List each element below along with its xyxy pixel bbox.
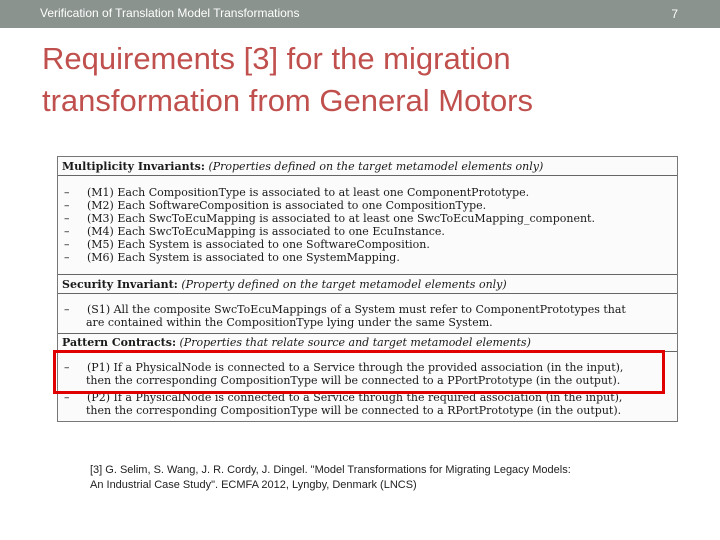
security-title: Security Invariant:: [62, 278, 178, 291]
pattern-p2-line-2: then the corresponding CompositionType will be connected to a RPortPrototype (in the output).: [86, 404, 622, 417]
security-item-line-1: [64, 303, 626, 316]
multiplicity-item: [64, 212, 595, 225]
item-id: (M1): [87, 186, 114, 199]
multiplicity-item: [64, 251, 400, 264]
pattern-p1-text-1: (P1) If a PhysicalNode is connected to a Service through the provided association (in the input),: [87, 361, 624, 374]
security-subtitle: (Property defined on the target metamodel elements only): [181, 278, 507, 291]
slide-title-line-2: transformation from General Motors: [42, 83, 534, 118]
security-divider-top: [58, 274, 677, 275]
item-id: (M6): [87, 251, 114, 264]
multiplicity-title: Multiplicity Invariants:: [62, 160, 205, 173]
citation-line-1: [3] G. Selim, S. Wang, J. R. Cordy, J. Dingel. "Model Transformations for Migrating Legacy Models:: [90, 464, 571, 476]
item-id: (M2): [87, 199, 114, 212]
item-id: (M5): [87, 238, 114, 251]
pattern-divider-top: [58, 333, 677, 334]
slide-header-bar: [0, 0, 720, 28]
bullet: –: [64, 199, 70, 212]
citation-line-2: An Industrial Case Study". ECMFA 2012, Lyngby, Denmark (LNCS): [90, 479, 417, 491]
bullet: –: [64, 212, 70, 225]
bullet: –: [64, 251, 70, 264]
bullet: –: [64, 303, 70, 316]
item-text: Each SwcToEcuMapping is associated to at least one SwcToEcuMapping_component.: [117, 212, 595, 225]
pattern-p2-text-1: (P2) If a PhysicalNode is connected to a Service through the required association (in the input),: [87, 391, 623, 404]
bullet: –: [64, 391, 70, 404]
item-text: Each CompositionType is associated to at least one ComponentPrototype.: [117, 186, 530, 199]
item-text: Each SwcToEcuMapping is associated to one EcuInstance.: [117, 225, 445, 238]
slide-page-number: 7: [671, 7, 678, 21]
item-text: Each System is associated to one SoftwareComposition.: [117, 238, 430, 251]
item-text: Each SoftwareComposition is associated to one CompositionType.: [117, 199, 487, 212]
pattern-header: [58, 337, 531, 349]
pattern-subtitle: (Properties that relate source and target metamodel elements): [179, 336, 531, 349]
security-text-1: (S1) All the composite SwcToEcuMappings of a System must refer to ComponentPrototypes that: [87, 303, 626, 316]
security-divider: [58, 293, 677, 294]
slide-title-line-1: Requirements [3] for the migration: [42, 41, 511, 76]
multiplicity-item: [64, 238, 430, 251]
bullet: –: [64, 225, 70, 238]
multiplicity-item: [64, 225, 445, 238]
multiplicity-subtitle: (Properties defined on the target metamodel elements only): [208, 160, 544, 173]
multiplicity-item: [64, 186, 529, 199]
bullet: –: [64, 186, 70, 199]
slide-header-title: Verification of Translation Model Transformations: [40, 6, 300, 20]
multiplicity-item: [64, 199, 486, 212]
security-header: [58, 279, 507, 291]
pattern-title: Pattern Contracts:: [62, 336, 177, 349]
highlight-box: [53, 350, 665, 394]
security-item-line-2: are contained within the CompositionType lying under the same System.: [86, 316, 493, 329]
citation: [90, 463, 650, 493]
multiplicity-divider: [58, 175, 677, 176]
multiplicity-header: [58, 161, 543, 173]
item-id: (M4): [87, 225, 114, 238]
item-id: (M3): [87, 212, 114, 225]
bullet: –: [64, 238, 70, 251]
bullet: –: [64, 361, 70, 374]
item-text: Each System is associated to one SystemMapping.: [117, 251, 400, 264]
slide-title: [42, 38, 682, 122]
pattern-p1-line-2: then the corresponding CompositionType will be connected to a PPortPrototype (in the output).: [86, 374, 621, 387]
